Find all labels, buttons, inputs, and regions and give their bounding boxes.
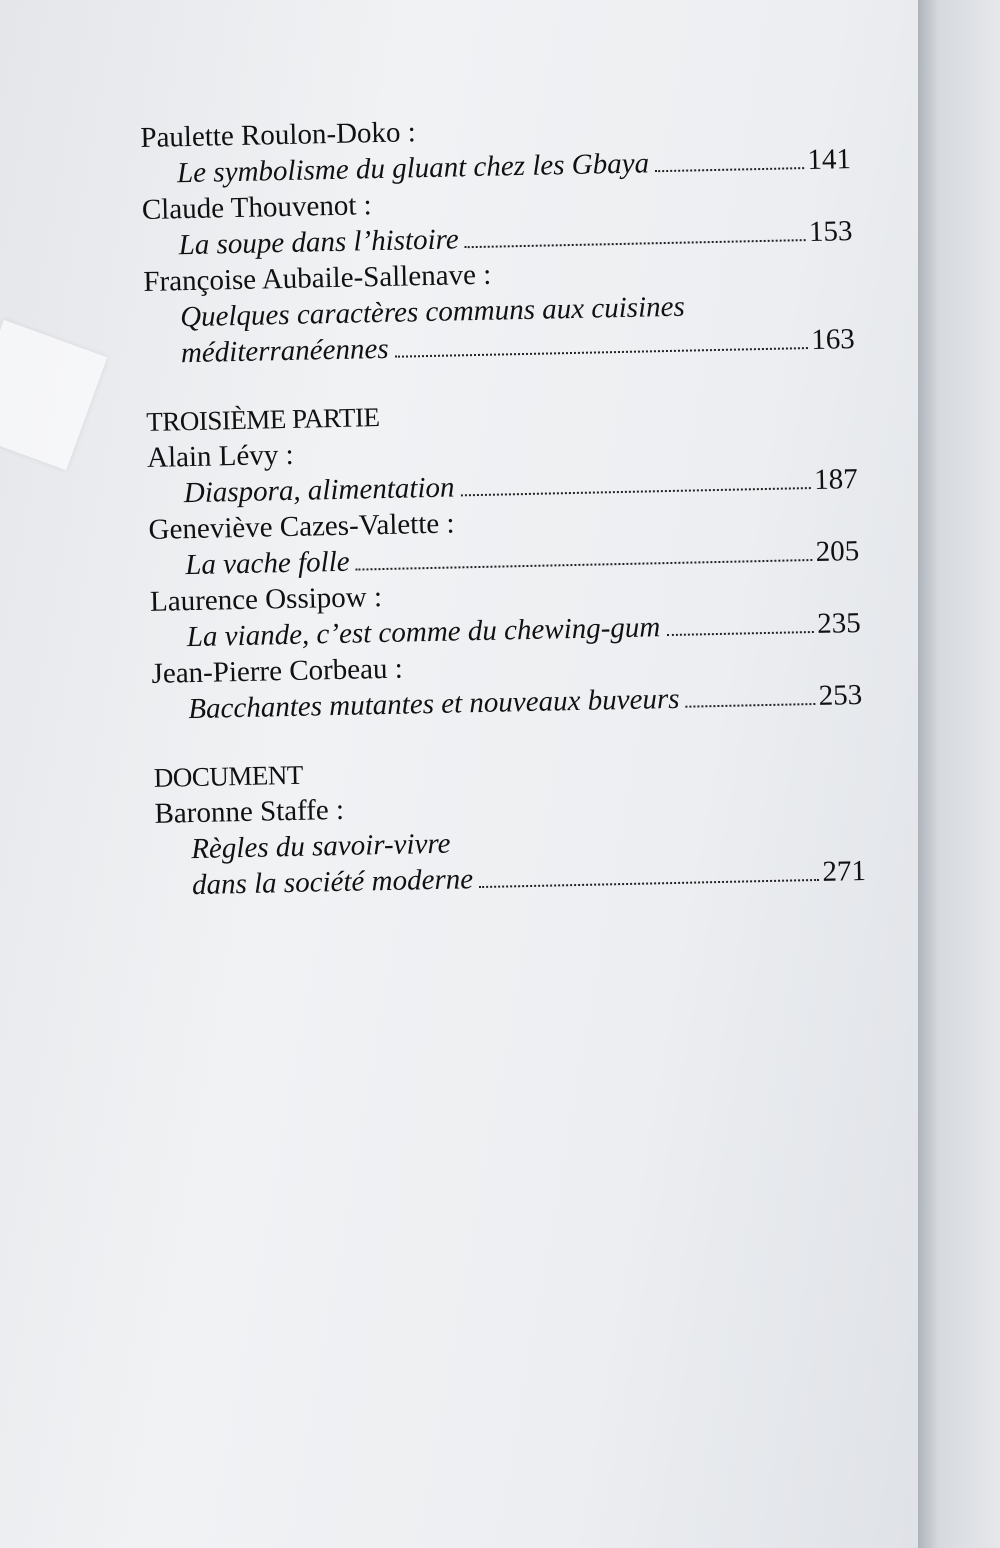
facing-page-edge bbox=[918, 0, 1000, 1548]
toc-title: dans la société moderne bbox=[191, 863, 474, 902]
leader-dots bbox=[465, 239, 805, 248]
toc-author: Geneviève Cazes-Valette : bbox=[148, 507, 455, 546]
toc-author: Paulette Roulon-Doko : bbox=[140, 116, 417, 154]
leader-dots bbox=[395, 347, 808, 358]
leader-dots bbox=[479, 879, 818, 888]
toc-author: Jean-Pierre Corbeau : bbox=[151, 652, 404, 690]
toc-title: Diaspora, alimentation bbox=[183, 471, 455, 510]
toc-page-number: 187 bbox=[813, 463, 859, 496]
toc-title-line: Quelques caractères communs aux cuisines bbox=[179, 290, 686, 334]
toc-title: La vache folle bbox=[184, 545, 350, 582]
toc-title: La soupe dans l’histoire bbox=[178, 223, 459, 262]
toc-author: Alain Lévy : bbox=[146, 438, 294, 474]
section-heading: DOCUMENT bbox=[153, 759, 304, 793]
toc-page-number: 205 bbox=[815, 535, 860, 568]
toc-section bbox=[153, 745, 866, 904]
toc-title: La viande, c’est comme du chewing-gum bbox=[186, 611, 661, 654]
toc-page-number: 235 bbox=[816, 607, 862, 640]
leader-dots bbox=[666, 631, 813, 636]
toc-author: Claude Thouvenot : bbox=[141, 189, 372, 226]
toc-title: Le symbolisme du gluant chez les Gbaya bbox=[176, 147, 650, 190]
leader-dots bbox=[686, 703, 815, 708]
leader-dots bbox=[655, 167, 804, 172]
toc-author: Laurence Ossipow : bbox=[149, 581, 383, 618]
toc-title: méditerranéennes bbox=[180, 332, 389, 370]
table-of-contents bbox=[140, 105, 866, 904]
toc-page-number: 253 bbox=[818, 679, 863, 712]
toc-section bbox=[146, 389, 863, 728]
toc-section bbox=[140, 105, 855, 372]
toc-page-number: 271 bbox=[822, 854, 867, 888]
leader-dots bbox=[461, 487, 811, 496]
toc-title: Bacchantes mutantes et nouveaux buveurs bbox=[188, 682, 680, 726]
toc-page-number: 163 bbox=[810, 323, 856, 356]
toc-page-number: 141 bbox=[807, 143, 852, 177]
toc-author: Baronne Staffe : bbox=[154, 793, 345, 830]
toc-page-number: 153 bbox=[808, 215, 853, 249]
section-heading: TROISIÈME PARTIE bbox=[146, 402, 380, 437]
toc-author: Françoise Aubaile-Sallenave : bbox=[143, 258, 492, 298]
leader-dots bbox=[356, 559, 812, 571]
toc-title-line: Règles du savoir-vivre bbox=[190, 827, 451, 866]
